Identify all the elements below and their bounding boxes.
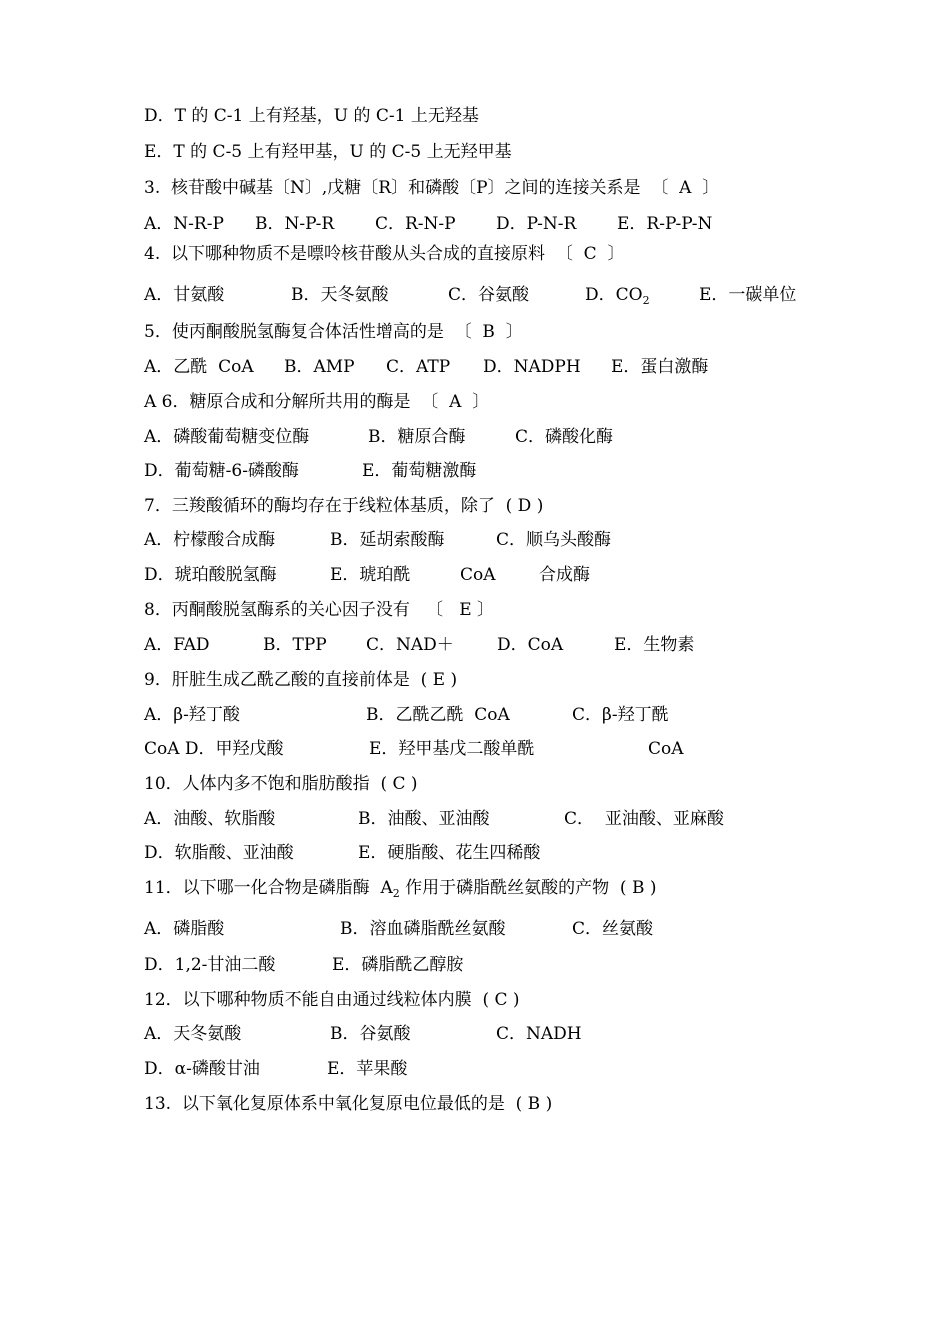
option-a: A．β-羟丁酸 xyxy=(144,705,240,725)
option-d: D．NADPH xyxy=(483,357,581,377)
question-9: 9．肝脏生成乙酰乙酸的直接前体是 ( E ) xyxy=(144,670,458,690)
option-b: B．糖原合酶 xyxy=(368,427,466,447)
option-d: CoA D．甲羟戊酸 xyxy=(144,739,284,759)
subscript: 2 xyxy=(642,294,650,307)
option-d: D．琥珀酸脱氢酶 xyxy=(144,565,277,585)
option-b: B．油酸、亚油酸 xyxy=(358,809,490,829)
option-e: E．一碳单位 xyxy=(699,285,797,305)
option-c: C．R-N-P xyxy=(375,214,456,234)
question-5: 5．使丙酮酸脱氢酶复合体活性增高的是 〔 B 〕 xyxy=(144,322,523,342)
option-d: D．P-N-R xyxy=(496,214,577,234)
option-a: A．乙酰 CoA xyxy=(144,357,254,377)
option-b: B．N-P-R xyxy=(255,214,335,234)
option-b: B．AMP xyxy=(284,357,355,377)
option-a: A．柠檬酸合成酶 xyxy=(144,530,276,550)
option-a: A．油酸、软脂酸 xyxy=(144,809,276,829)
question-7: 7．三羧酸循环的酶均存在于线粒体基质，除了 ( D ) xyxy=(144,496,544,516)
question-12: 12．以下哪种物质不能自由通过线粒体内膜 ( C ) xyxy=(144,990,520,1010)
option-c: C．谷氨酸 xyxy=(448,285,530,305)
option-b: B．天冬氨酸 xyxy=(291,285,389,305)
option-d: D．α-磷酸甘油 xyxy=(144,1059,260,1079)
option-b: B．乙酰乙酰 CoA xyxy=(366,705,510,725)
question-8: 8．丙酮酸脱氢酶系的关心因子没有 〔 E 〕 xyxy=(144,600,495,620)
option-c: C．β-羟丁酰 xyxy=(572,705,669,725)
option-e: E．R-P-P-N xyxy=(617,214,713,234)
question-10: 10．人体内多不饱和脂肪酸指 ( C ) xyxy=(144,774,418,794)
option-c: C．ATP xyxy=(386,357,451,377)
option-a: A．FAD xyxy=(144,635,210,655)
question-4: 4. 以下哪种物质不是嘌呤核苷酸从头合成的直接原料 〔 C 〕 xyxy=(144,244,625,264)
question-13: 13. 以下氧化复原体系中氧化复原电位最低的是 ( B ) xyxy=(144,1094,553,1114)
option-e: E．生物素 xyxy=(614,635,695,655)
option-e-part: 合成酶 xyxy=(539,565,590,585)
option-b: B．谷氨酸 xyxy=(330,1024,411,1044)
option-d: D．CoA xyxy=(497,635,564,655)
option-line: D．T 的 C-1 上有羟基，U 的 C-1 上无羟基 xyxy=(144,106,479,126)
option-e: E．磷脂酰乙醇胺 xyxy=(332,955,464,975)
option-e: E．蛋白激酶 xyxy=(611,357,709,377)
option-b: B．延胡索酸酶 xyxy=(330,530,445,550)
option-e: E．葡萄糖激酶 xyxy=(362,461,477,481)
option-b: B．TPP xyxy=(263,635,327,655)
option-a: A．N-R-P xyxy=(144,214,224,234)
option-line: E．T 的 C-5 上有羟甲基，U 的 C-5 上无羟甲基 xyxy=(144,142,512,162)
option-d: D．1,2-甘油二酸 xyxy=(144,955,276,975)
option-e: E．硬脂酸、花生四稀酸 xyxy=(358,843,541,863)
subscript: 2 xyxy=(392,887,400,900)
option-c: C． 亚油酸、亚麻酸 xyxy=(564,809,724,829)
option-d: D．葡萄糖-6-磷酸酶 xyxy=(144,461,299,481)
option-e-part: CoA xyxy=(648,739,684,759)
question-3: 3. 核苷酸中碱基〔N〕,戊糖〔R〕和磷酸〔P〕之间的连接关系是 〔 A 〕 xyxy=(144,178,720,198)
option-c: C．丝氨酸 xyxy=(572,919,654,939)
option-b: B．溶血磷脂酰丝氨酸 xyxy=(340,919,506,939)
option-e: E．苹果酸 xyxy=(327,1059,408,1079)
option-e-part: CoA xyxy=(460,565,496,585)
option-c: C．顺乌头酸酶 xyxy=(496,530,612,550)
option-e: E．羟甲基戊二酸单酰 xyxy=(369,739,535,759)
option-c: C．磷酸化酶 xyxy=(515,427,614,447)
option-a: A．甘氨酸 xyxy=(144,285,225,305)
question-11: 11．以下哪一化合物是磷脂酶 $A_2$ 作用于磷脂酰丝氨酸的产物 ( B ) xyxy=(144,878,657,900)
option-e: E．琥珀酰 xyxy=(330,565,411,585)
option-a: A．天冬氨酸 xyxy=(144,1024,242,1044)
option-a: A．磷酸葡萄糖变位酶 xyxy=(144,427,310,447)
option-c: C．NAD＋ xyxy=(366,635,454,655)
question-6: A 6．糖原合成和分解所共用的酶是 〔 A 〕 xyxy=(144,392,490,412)
option-d: D．软脂酸、亚油酸 xyxy=(144,843,294,863)
option-d: D．$CO_2$ xyxy=(585,285,650,307)
option-a: A．磷脂酸 xyxy=(144,919,225,939)
option-c: C．NADH xyxy=(496,1024,582,1044)
